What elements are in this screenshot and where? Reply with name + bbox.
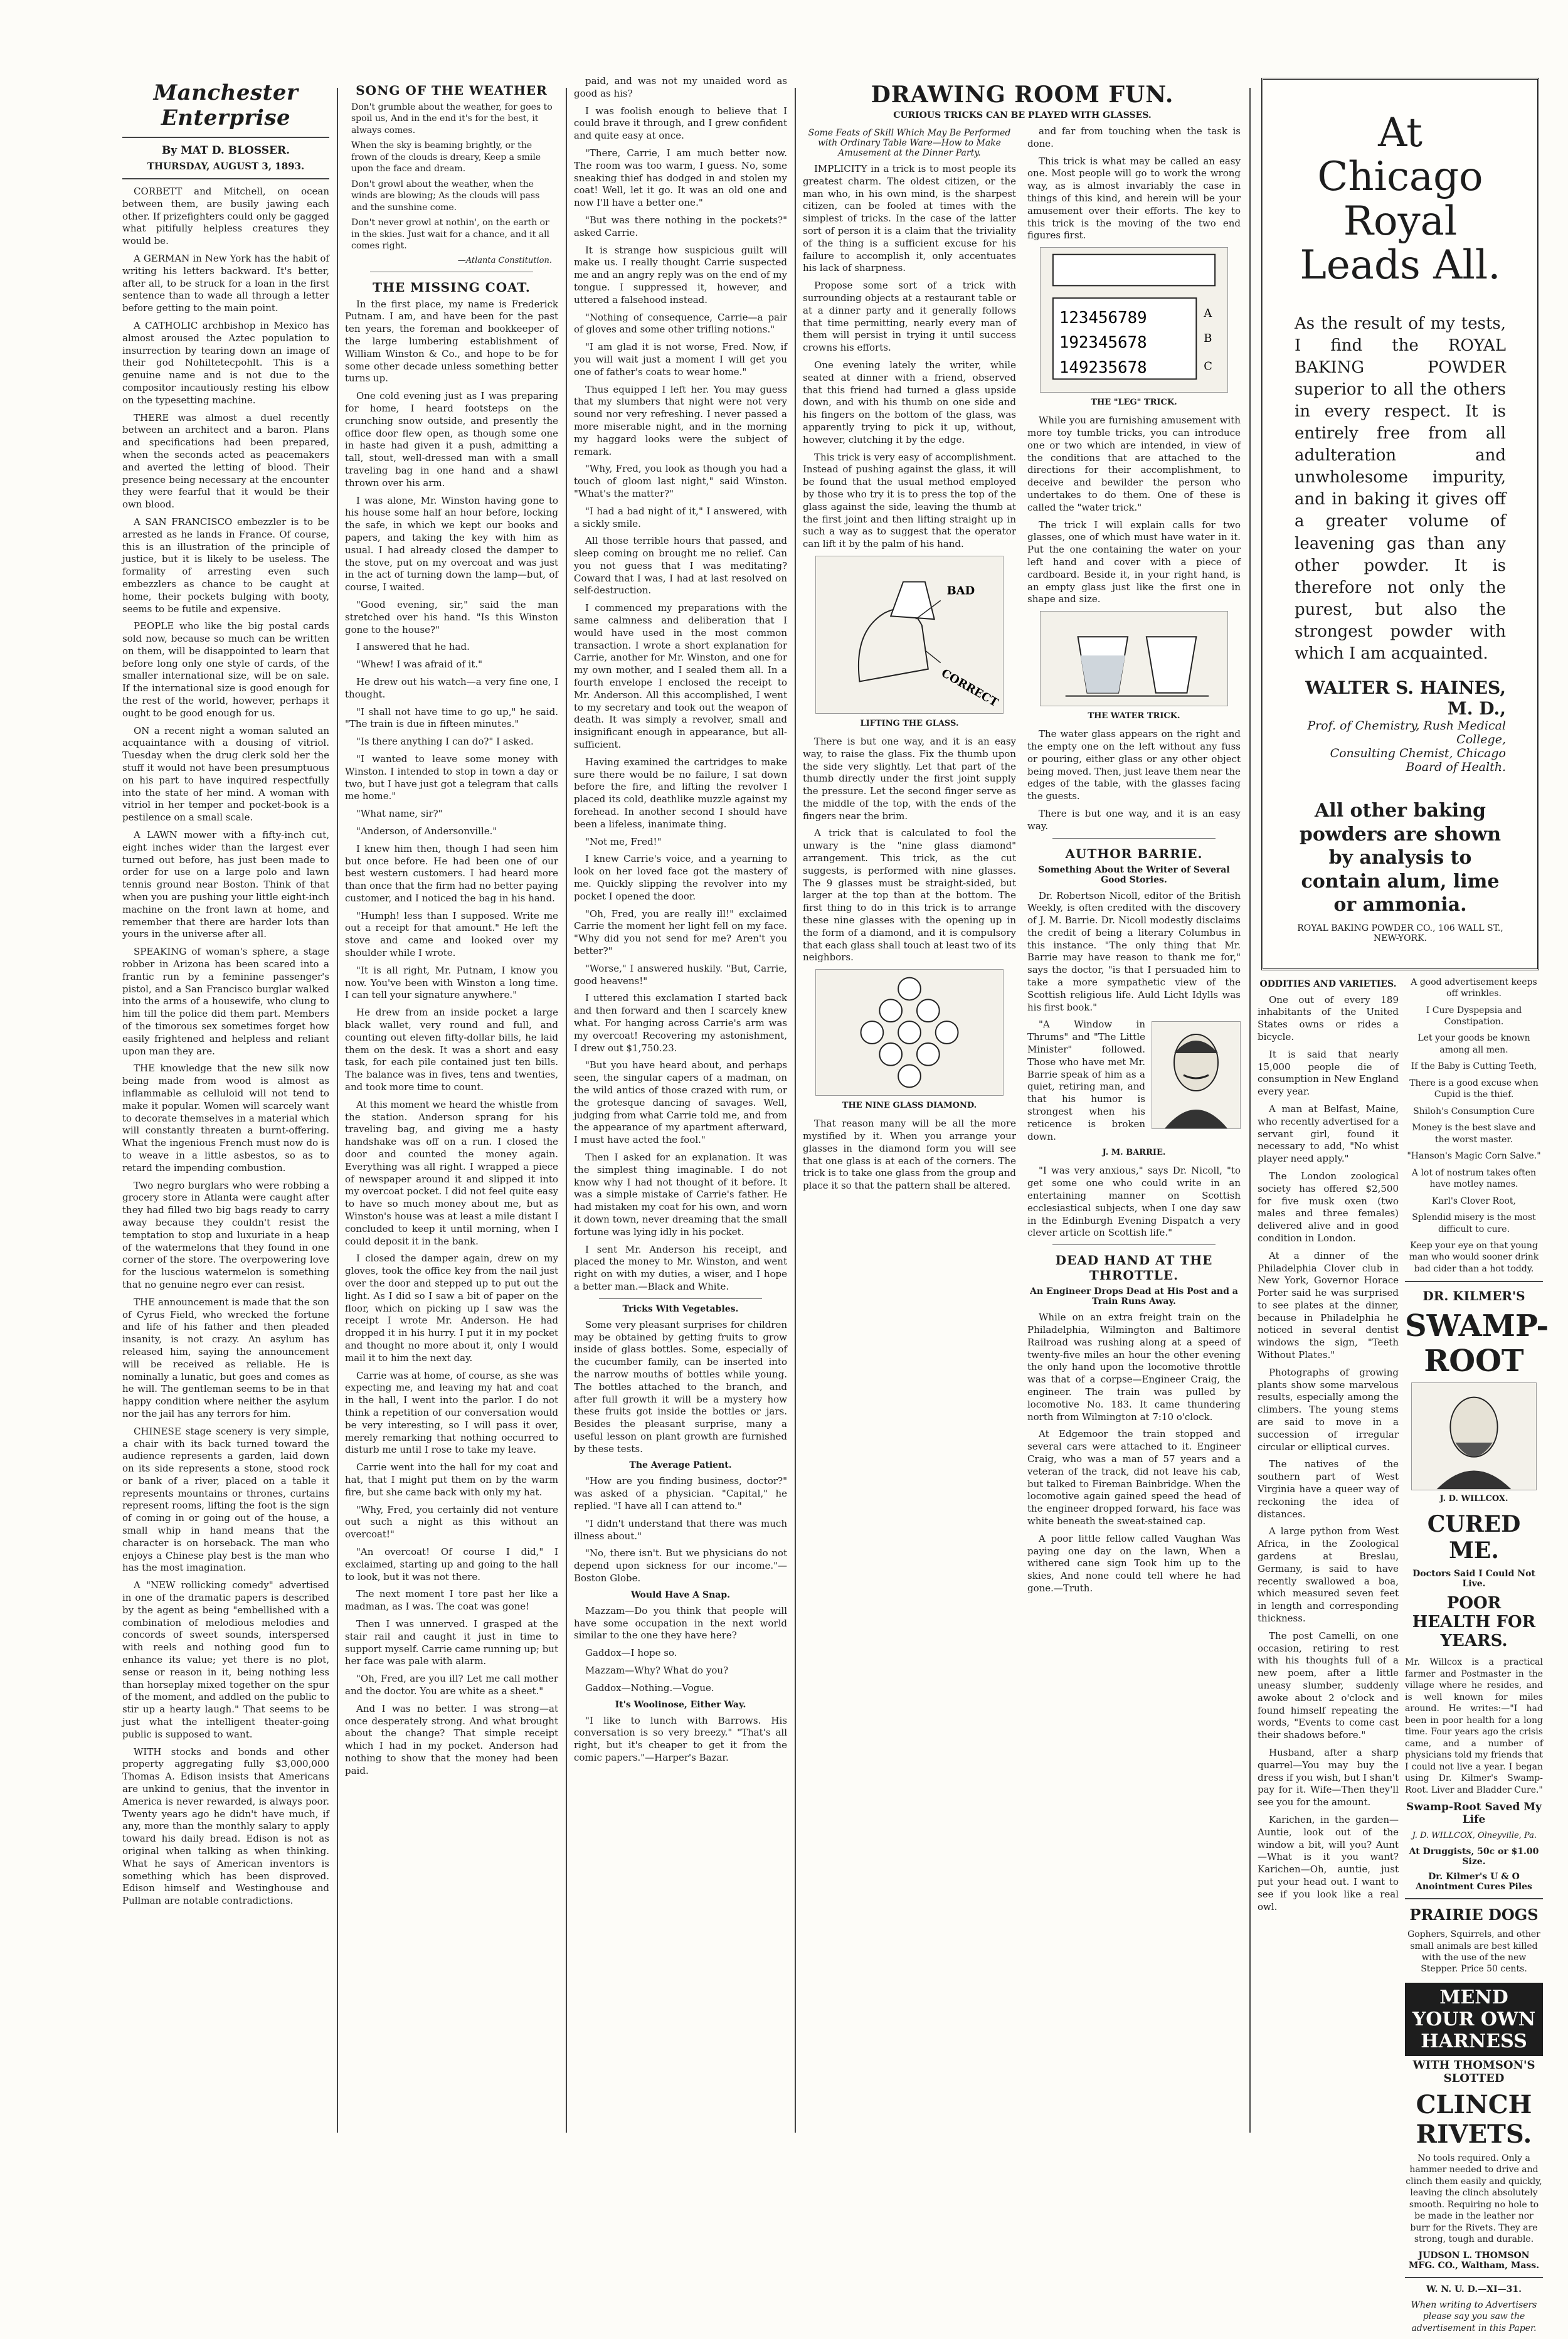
drawing-room-body — [803, 125, 1242, 1600]
cured-subheadline: Doctors Said I Could Not Live. — [1412, 1569, 1535, 1589]
oddities-column — [1258, 977, 1399, 2339]
editorial-paragraph: THE knowledge that the new silk now being made from wood is almost as inflammable as celluloid will not tend to make it popular. Women will scarcely want to decorate themselves in a material which will constantly threaten a burnt-offering. What the ingenious French must now do is to weave in a little asbestos, so as to retard the impending combustion. — [122, 1063, 329, 1174]
ad-body-text: As the result of my tests, I find the ROYAL BAKING POWDER superior to all the others in every respect. It is entirely free from all adulteration and unwholesome impurity, and in baking it gives off a greater volume of leavening gas than any other powder. It is therefore not only the purest, but also the strongest powder with which I am acquainted. — [1295, 314, 1506, 663]
story-paragraph: In the first place, my name is Frederick Putnam. I am, and have been for the past ten years, the foreman and bookkeeper of the large lumbering establishment of William Winston & Co., and hope to be for some other decade unless something better turns up. — [345, 298, 558, 385]
editorial-paragraph: Two negro burglars who were robbing a grocery store in Atlanta were caught after they had filled two big bags ready to carry away because they couldn't resist the temptation to stop and luxuriate in a heap of the watermelons that they found in one corner of the store. The overpowering love for the luscious watermelon is something that no genuine negro ever can resist. — [122, 1179, 329, 1290]
correct-label: CORRECT — [939, 666, 1000, 710]
oddity-item: Photographs of growing plants show some marvelous results, especially among the climbers. The young stems are said to move in a succession of irregular circular or elliptical curves. — [1258, 1366, 1399, 1453]
short-item: "I like to lunch with Barrows. His conversation is so very breezy." "That's all right, but it's cheaper to get it from the comic papers."—Harper's Bazar. — [574, 1714, 787, 1764]
poem-stanza: Don't grumble about the weather, for goes to spoil us, And in the end it's for the best, it always comes. — [351, 102, 553, 135]
story-paragraph: Then I asked for an explanation. It was the simplest thing imaginable. I do not know why I had not thought of it before. It was a simple mistake of Carrie's father. He had mistaken my coat for his own, and worn it down town, never dreaming that the small fortune was lying idly in his pocket. — [574, 1151, 787, 1238]
story-paragraph: It is strange how suspicious guilt will make us. I really thought Carrie suspected me and an angry reply was on the end of my tongue. I suppressed it, however, and uttered a falsehood instead. — [574, 244, 787, 305]
leg-trick-caption: THE "LEG" TRICK. — [1091, 398, 1177, 408]
lifting-glass-caption: LIFTING THE GLASS. — [860, 718, 959, 728]
oddity-item: Husband, after a sharp quarrel—You may buy the dress if you wish, but I shan't pay for it. Wife—Then they'll see you for the amount. — [1258, 1746, 1399, 1808]
story-paragraph: The next moment I tore past her like a madman, as I was. The coat was gone! — [345, 1588, 558, 1613]
story-paragraph: "Humph! less than I supposed. Write me out a receipt for that amount." He left the stove and came and looked over my shoulder while I wrote. — [345, 910, 558, 959]
willcox-portrait — [1411, 1382, 1537, 1490]
short-item-title: The Average Patient. — [629, 1460, 732, 1471]
story-paragraph: paid, and was not my unaided word as good as his? — [574, 75, 787, 99]
barrie-portrait — [1152, 1021, 1241, 1129]
story-paragraphs — [345, 299, 558, 1778]
dead-hand-deck: An Engineer Drops Dead at His Post and a Train Runs Away. — [1030, 1286, 1238, 1307]
editorial-paragraph: THERE was almost a duel recently between an architect and a baron. Plans and specifications had been prepared, when the seconds acted as peacemakers and averted the letting of blood. Their presence being necessary at the encounter they were fearful that it would be their own blood. — [122, 411, 329, 511]
nine-glass-diamond-illustration — [815, 969, 1004, 1096]
barrie-deck: Something About the Writer of Several Good Stories. — [1038, 864, 1230, 885]
story-title: THE MISSING COAT. — [373, 279, 531, 295]
ad-signature-title-1: Prof. of Chemistry, Rush Medical College, — [1307, 719, 1506, 747]
poem-source: —Atlanta Constitution. — [457, 255, 552, 265]
water-trick-caption: THE WATER TRICK. — [1088, 711, 1180, 721]
ad-headline — [1295, 111, 1506, 288]
column-rule — [566, 88, 567, 2133]
drawing-room-left — [803, 125, 1016, 1600]
article-paragraph: While you are furnishing amusement with more toy tumble tricks, you can introduce one or two which are intended, in view of the conditions that are attached to the directions for their accomplishment, to deceive and bewilder the person who undertakes to do them. One of these is called the "water trick." — [1027, 415, 1241, 513]
poem-stanza: Don't never growl at nothin', on the earth or in the skies. Just wait for a chance, and it all comes right. — [351, 218, 550, 252]
notice-item: There is a good excuse when Cupid is the thief. — [1409, 1078, 1539, 1100]
column-rule — [795, 88, 796, 2133]
editorial-paragraph: A GERMAN in New York has the habit of writing his letters backward. It's better, after all, to be struck for a loan in the first sentence than to wade all through a letter before getting to the main point. — [122, 252, 329, 314]
story-paragraph: "I wanted to leave some money with Winston. I intended to stop in town a day or two, but I have just got a telegram that calls me home." — [345, 753, 558, 802]
dead-hand-title: DEAD HAND AT THE THROTTLE. — [1055, 1253, 1213, 1283]
story-paragraph: "An overcoat! Of course I did," I exclaimed, starting up and going to the hall to look, but it was not there. — [345, 1546, 558, 1583]
story-paragraph: I knew Carrie's voice, and a yearning to look on her loved face got the mastery of me. Quickly slipping the revolver into my pocket I opened the door. — [574, 853, 787, 902]
column-advertisements — [1258, 75, 1549, 2333]
nine-glass-caption: THE NINE GLASS DIAMOND. — [842, 1101, 977, 1111]
story-paragraph: And I was no better. I was strong—at once desperately strong. And what brought about the change? That simple receipt which I had in my pocket. Anderson had nothing to show that the money had been paid. — [345, 1702, 558, 1776]
story-paragraph: He drew out his watch—a very fine one, I thought. — [345, 676, 558, 700]
column-editorials — [122, 75, 329, 2145]
ointment-line: Dr. Kilmer's U & O Anointment Cures Piles — [1416, 1872, 1532, 1892]
kilmer-signature: J. D. WILLCOX, Olneyville, Pa. — [1412, 1831, 1537, 1841]
notice-item: Money is the best slave and the worst master. — [1412, 1123, 1536, 1145]
oddity-item: The London zoological society has offered $2,500 for five musk oxen (two males and three females) delivered alive and in good condition in London. — [1258, 1170, 1399, 1244]
article-paragraph: There is but one way, and it is an easy way. — [1027, 807, 1241, 832]
oddity-item: A man at Belfast, Maine, who recently advertised for a servant girl, found it necessary to add, "No whist player need apply." — [1258, 1103, 1399, 1165]
column-drawing-room-fun — [803, 75, 1242, 2145]
clinch-rivets-headline: CLINCH RIVETS. — [1416, 2089, 1532, 2149]
editorial-paragraph: PEOPLE who like the big postal cards sold now, because so much can be written on them, will be disappointed to learn that before long only one style of cards, of the smaller international size, will be on sale. If the international size is good enough for the rest of the world, however, perhaps it ought to be good enough for us. — [122, 620, 329, 719]
lifting-glass-illustration — [815, 556, 1004, 714]
divider — [599, 1298, 762, 1299]
ad-address: ROYAL BAKING POWDER CO., 106 WALL ST., NEW-YORK. — [1297, 923, 1503, 943]
notice-item: "Hanson's Magic Corn Salve." — [1407, 1151, 1541, 1162]
editorial-paragraph: SPEAKING of woman's sphere, a stage robber in Arizona has been scared into a frantic run by a feminine passenger's pistol, and a San Francisco burglar walked into the arms of a housewife, who clung to him till the police did them part. Members of the timorous sex sometimes forget how easily frightened and helpless and reliant upon man they are. — [122, 946, 329, 1057]
masthead-rule — [122, 137, 329, 138]
kilmer-title: DR. KILMER'S — [1422, 1288, 1525, 1304]
clinch-rivets-text: No tools required. Only a hammer needed to drive and clinch them easily and quickly, leaving the clinch absolutely smooth. Requiring no hole to be made in the leather nor burr for the Rivets. They are strong, tough and durable. — [1406, 2153, 1542, 2245]
story-paragraph: "There, Carrie, I am much better now. The room was too warm, I guess. No, some sneaking thief has dodged in and stolen my coat! Well, let it go. It was an old one and now I'll have a better one." — [574, 147, 787, 209]
newspaper-page — [122, 75, 1549, 2333]
notice-item: If the Baby is Cutting Teeth, — [1411, 1061, 1537, 1072]
vegetables-title: Tricks With Vegetables. — [622, 1303, 739, 1314]
oddity-item: The post Camelli, on one occasion, retiring to rest with his thoughts full of a new poem, after a little uneasy slumber, suddenly awoke about 2 o'clock and found himself repeating the words, "Events to come cast their shadows before." — [1258, 1630, 1399, 1741]
article-paragraph: IMPLICITY in a trick is to most people its greatest charm. The oldest citizen, or the man who, in his own mind, is the sharpest citizen, can be fooled at times with the simplest of tricks. In the case of the latter sort of person it is a claim that the triviality of the thing is a sufficient excuse for his failure to accomplish it, only accentuates his lack of sharpness. — [803, 163, 1016, 274]
closing-note: When writing to Advertisers please say you saw the advertisement in this Paper. — [1411, 2299, 1537, 2333]
story-paragraph: He drew from an inside pocket a large black wallet, very round and full, and counting out eleven fifty-dollar bills, he laid them on the desk. It was a short and easy task, for each pile contained just ten bills. The balance was in fives, tens and twenties, and took more time to count. — [345, 1007, 558, 1093]
poem-stanza: Don't growl about the weather, when the winds are blowing; As the clouds will pass and the sunshine come. — [351, 179, 540, 213]
drawing-room-subheadline: CURIOUS TRICKS CAN BE PLAYED WITH GLASSES. — [893, 110, 1152, 120]
patent-medicine-column — [1405, 977, 1549, 2339]
divider — [1052, 838, 1216, 839]
story-paragraph: One cold evening just as I was preparing for home, I heard footsteps on the crunching snow outside, and presently the office door flew open, as though some one in haste had given it a push, admitting a tall, stout, well-dressed man with a small traveling bag in one hand and a shawl thrown over his arm. — [345, 390, 558, 489]
story-paragraph: "I shall not have time to go up," he said. "The train is due in fifteen minutes." — [345, 706, 558, 730]
barrie-title: AUTHOR BARRIE. — [1065, 846, 1203, 861]
cured-headline: CURED ME. — [1427, 1511, 1521, 1564]
ad-signature: WALTER S. HAINES, M. D., — [1305, 677, 1506, 719]
editorial-paragraph: A "NEW rollicking comedy" advertised in one of the dramatic papers is described by the agent as being "embellished with a combination of melodious melodies and concords of sweet sounds, interspersed with reels and nothing good fun to enhance its value; yet there is no plot, sense or reason in it, being nothing less than horseplay mixed together on the spur of the moment, and addled on the public to stir up a hearty laugh." That seems to be just what the intelligent theater-going public is supposed to want. — [122, 1579, 329, 1740]
story-paragraph: Carrie was at home, of course, as she was expecting me, and leaving my hat and coat in the hall, I went into the parlor. I do not think a repetition of our conversation would be very interesting, so I will pass it over, merely remarking that nothing occurred to disturb me until I rose to take my leave. — [345, 1369, 558, 1456]
notice-item: Keep your eye on that young man who would sooner drink bad cider than a hot toddy. — [1409, 1241, 1539, 1274]
story-paragraph: I knew him then, though I had seen him but once before. He had been one of our best western customers. I had heard more than once that the firm had no better paying customer, and I noticed the bag in his hand. — [345, 842, 558, 904]
notice-item: A lot of nostrum takes often have motley names. — [1411, 1167, 1537, 1190]
oddity-item: A large python from West Africa, in the Zoological gardens at Breslau, Germany, is said to have recently swallowed a boa, which measured seven feet in length and corresponding thickness. — [1258, 1525, 1399, 1625]
story-paragraph: Thus equipped I left her. You may guess that my slumbers that night were not very sound nor very refreshing. I never passed a more miserable night, and in the morning my haggard looks were the subject of remark. — [574, 383, 787, 457]
leg-trick-illustration — [1040, 247, 1228, 393]
ad-footer: All other baking powders are shown by analysis to contain alum, lime or ammonia. — [1299, 800, 1502, 916]
oddity-item: Karichen, in the garden—Auntie, look out of the window a bit, will you? Aunt—What is it you want? Karichen—Oh, auntie, just put your head out. I want to see if you look like a real owl. — [1258, 1813, 1399, 1912]
short-item: Gaddox—Nothing.—Vogue. — [585, 1682, 714, 1694]
mend-harness-headline: MEND YOUR OWN HARNESS — [1405, 1983, 1543, 2056]
story-paragraph: "Oh, Fred, you are really ill!" exclaimed Carrie the moment her light fell on my face. "Why did you not send for me? Aren't you better?" — [574, 908, 787, 957]
short-item: Gaddox—I hope so. — [585, 1647, 677, 1659]
swamp-root-headline: SWAMP-ROOT — [1405, 1308, 1549, 1379]
article-paragraph: This trick is very easy of accomplishment. Instead of pushing against the glass, it will be found that the usual method employed by those who try it is to press the top of the glass against the side, leaving the thumb at the first joint and then lifting straight up in such a way as to suggest that the operator can lift it by the palm of his hand. — [803, 451, 1016, 550]
barrie-paragraph: "A Window in Thrums" and "The Little Minister" followed. Those who have met Mr. Barrie speak of him as a quiet, retiring man, and that his humor is strongest when his reticence is broken down. — [1027, 1019, 1145, 1142]
water-trick-illustration — [1040, 611, 1228, 706]
editorial-paragraph: ON a recent night a woman saluted an acquaintance with a dousing of vitriol. Tuesday when the drug clerk sold her the stuff it would not have been presumptuous on his part to have inquired respectfully into the state of her mind. A woman with vitriol in her temper and pocket-book is a pestilence on a small scale. — [122, 724, 329, 824]
story-paragraph: All those terrible hours that passed, and sleep coming on brought me no relief. Can you not guess that I was meditating? Coward that I was, I had at last resolved on self-destruction. — [574, 535, 787, 597]
story-paragraph: "Good evening, sir," said the man stretched over his hand. "Is this Winston gone to the house?" — [345, 598, 558, 635]
article-paragraph: Propose some sort of a trick with surrounding objects at a restaurant table or at a dinner party and it generally follows that time permitting, nearly every man of them will persist in trying it until success crowns his efforts. — [803, 280, 1016, 354]
story-paragraph: Having examined the cartridges to make sure there would be no failure, I sat down before the fire, and lifting the revolver I placed its cold, deathlike muzzle against my forehead. In another second I should have been a lifeless, inanimate thing. — [574, 756, 787, 830]
poem-title: SONG OF THE WEATHER — [356, 83, 548, 98]
short-item: Some very pleasant surprises for children may be obtained by getting fruits to grow inside of glass bottles. Some, especially of the cucumber family, can be inserted into the narrow mouths of bottles while young. The bottles attached to the branch, and after full growth it will be a mystery how these fruits got inside the bottles or jars. Besides the pleasant surprise, many a useful lesson on plant growth are furnished by these tests. — [574, 1318, 787, 1455]
story-continued-paragraphs — [574, 75, 787, 1293]
lower-ad-area — [1258, 977, 1549, 2339]
drawing-room-deck: Some Feats of Skill Which May Be Performed with Ordinary Table Ware—How to Make Amusement at the Dinner Party. — [808, 128, 1011, 158]
notice-item: Splendid misery is the most difficult to cure. — [1412, 1212, 1536, 1234]
editorial-paragraph: A SAN FRANCISCO embezzler is to be arrested as he lands in France. Of course, this is an illustration of the principle of justice, but it is likely to be useless. The formality of arresting even such embezzlers as chance to be caught at home, their pockets bulging with booty, seems to be futile and expensive. — [122, 516, 329, 615]
article-paragraph: The trick I will explain calls for two glasses, one of which must have water in it. Put the one containing the water on your left hand and cover with a piece of cardboard. Beside it, in your right hand, is an empty glass just like the first one in shape and size. — [1027, 519, 1241, 605]
divider — [1052, 1244, 1216, 1245]
poor-health-headline: POOR HEALTH FOR YEARS. — [1412, 1594, 1536, 1651]
bad-label: BAD — [946, 584, 975, 598]
story-paragraph: I was foolish enough to believe that I could brave it through, and I grew confident and quite easy at once. — [574, 105, 787, 142]
ad-headline-line2: Royal Leads All. — [1300, 198, 1501, 289]
column-poem-story — [345, 75, 558, 2145]
oddities-title: ODDITIES AND VARIETIES. — [1259, 979, 1397, 989]
divider — [1405, 2277, 1543, 2278]
short-item: Mazzam—Do you think that people will have some occupation in the next world similar to the one they have here? — [574, 1604, 787, 1642]
barrie-paragraph: Dr. Robertson Nicoll, editor of the British Weekly, is often credited with the discovery of J. M. Barrie. Dr. Nicoll modestly disclaims the credit of being a literary Columbus in this instance. "The only thing that Mr. Barrie may have reason to thank me for," says the doctor, "is that I persuaded him to take a more sympathetic view of the Scottish religious life. Auld Licht Idylls was his first book." — [1027, 889, 1241, 1013]
story-paragraph: I commenced my preparations with the same calmness and deliberation that I would have used in the most common transaction. I wrote a short explanation for Carrie, another for Mr. Winston, and one for my own mother, and I sealed them all. In a fourth envelope I enclosed the receipt to Mr. Anderson. All this accomplished, I went to my secretary and took out the weapon of death. It was simply a revolver, small and insignificant enough in appearance, but all-sufficient. — [574, 602, 787, 751]
oddity-item: It is said that nearly 15,000 people die of consumption in New England every year. — [1258, 1048, 1399, 1098]
notice-item: Karl's Clover Root, — [1432, 1196, 1516, 1206]
oddity-item: The natives of the southern part of West Virginia have a queer way of reckoning the idea of distances. — [1258, 1458, 1399, 1520]
masthead-title: Manchester Enterprise — [153, 80, 299, 130]
story-paragraph: "But you have heard about, and perhaps seen, the singular capers of a madman, on the wild antics of those crazed with rum, or the grotesque dancing of savages. Well, judging from what Carrie told me, and from the appearance of my apartment afterward, I must have acted the fool." — [574, 1059, 787, 1146]
numbers-row-a: 123456789 — [1059, 309, 1147, 328]
article-paragraph: There is but one way, and it is an easy way, to raise the glass. Fix the thumb upon the side very slightly. Let that part of the thumb directly under the first joint supply the pressure. Let the second finger serve as the middle of the top, with the ends of the fingers near the brim. — [803, 735, 1016, 822]
portrait-caption: J. D. WILLCOX. — [1439, 1494, 1508, 1504]
story-paragraph: Then I was unnerved. I grasped at the stair rail and caught it just in time to support myself. Carrie came running up; but her face was pale with alarm. — [345, 1618, 558, 1667]
story-paragraph: "Not me, Fred!" — [585, 835, 662, 847]
story-paragraph: "Why, Fred, you look as though you had a touch of gloom last night," said Winston. "What's the matter?" — [574, 463, 787, 499]
article-paragraph: The water glass appears on the right and the empty one on the left without any fuss or pouring, either glass or any other object being moved. Then, just leave them near the edges of the table, with the glasses facing the guests. — [1027, 728, 1241, 802]
editorial-paragraph: A CATHOLIC archbishop in Mexico has almost aroused the Aztec population to insurrection by tearing down an image of their god Nohiltetecpohlt. This is a genuine name and is not due to the compositor incautiously resting his elbow on the typesetting machine. — [122, 319, 329, 406]
kilmer-body: Mr. Willcox is a practical farmer and Postmaster in the village where he resides, and is well known for miles around. He writes:—"I had been in poor health for a long time. Four years ago the crisis came, and a number of physicians told my friends that I could not live a year. I began using Dr. Kilmer's Swamp-Root. Liver and Bladder Cure." — [1405, 1657, 1543, 1795]
column-rule — [1249, 88, 1251, 2133]
oddity-item: One out of every 189 inhabitants of the United States owns or rides a bicycle. — [1258, 994, 1399, 1042]
story-paragraph: "I am glad it is not worse, Fred. Now, if you will wait just a moment I will get you one of father's coats to wear home." — [574, 341, 787, 378]
prairie-dogs-headline: PRAIRIE DOGS — [1409, 1906, 1539, 1924]
article-paragraph: One evening lately the writer, while seated at dinner with a friend, observed that this friend had turned a glass upside down, and with his thumb on one side and his fingers on the bottom of the glass, was apparently trying to pick it up, without, however, clutching it by the edge. — [803, 359, 1016, 445]
drawing-room-headline: DRAWING ROOM FUN. — [871, 82, 1174, 108]
ad-headline-line1: At Chicago — [1317, 110, 1483, 201]
editorial-paragraph: CHINESE stage scenery is very simple, a chair with its back turned toward the audience represents a garden, laid down on its side represents a stone, stood rock or bank of a river, placed on a table it represents mountains or thrones, curtains represent rooms, lifting the foot is the sign of coming in or going out of the house, a small whip in hand means that the character is on horseback. The man who enjoys a Chinese play best is the man who has the most imagination. — [122, 1425, 329, 1574]
column-rule — [337, 88, 338, 2133]
story-paragraph: I was alone, Mr. Winston having gone to his house some half an hour before, locking the safe, in which we kept our books and papers, and taking the key with him as usual. I had already closed the damper to the stove, put on my overcoat and was just in the act of turning down the lamp—but, of course, I waited. — [345, 494, 558, 593]
masthead-byline: By MAT D. BLOSSER. — [161, 144, 290, 157]
divider — [1405, 1898, 1543, 1899]
story-paragraph: "But was there nothing in the pockets?" asked Carrie. — [574, 214, 787, 238]
article-paragraph: This trick is what may be called an easy one. Most people will go to work the wrong way, as is almost invariably the case in things of this kind, and herein will be your amusement over their efforts. The key to this trick is the moving of the two end figures first. — [1027, 155, 1241, 241]
prairie-dogs-text: Gophers, Squirrels, and other small animals are best killed with the use of the new Stepper. Price 50 cents. — [1407, 1929, 1540, 1975]
story-paragraph: "Whew! I was afraid of it." — [356, 659, 483, 671]
poem-body — [345, 102, 558, 252]
divider — [1405, 1281, 1543, 1282]
short-item: "No, there isn't. But we physicians do not depend upon sickness for our income."—Boston Globe. — [574, 1547, 787, 1584]
story-paragraph: I closed the damper again, drew on my gloves, took the office key from the nail just over the door and stepped up to put out the light. As I did so I saw a bit of paper on the floor, which on picking up I saw was the receipt I wrote Mr. Anderson. He had dropped it in his hurry. I put it in my pocket and thought no more about it, only I would mail it to him the next day. — [345, 1253, 558, 1364]
row-mark-c: C — [1204, 359, 1212, 373]
saved-line: Swamp-Root Saved My Life — [1406, 1801, 1542, 1827]
story-paragraph: "Why, Fred, you certainly did not venture out such a night as this without an overcoat!" — [345, 1504, 558, 1541]
row-mark-b: B — [1204, 331, 1212, 345]
story-paragraph: I answered that he had. — [356, 641, 470, 653]
story-paragraph: "It is all right, Mr. Putnam, I know you now. You've been with Winston a long time. I can tell your signature anywhere." — [345, 964, 558, 1001]
drawing-room-right — [1027, 125, 1241, 1600]
poem-stanza: When the sky is beaming brightly, or the frown of the clouds is dreary, Keep a smile upon the face and dream. — [351, 141, 541, 174]
notice-item: I Cure Dyspepsia and Constipation. — [1426, 1005, 1522, 1027]
article-paragraph: A trick that is calculated to fool the unwary is the "nine glass diamond" arrangement. This trick, as the cut suggests, is performed with nine glasses. The 9 glasses must be straight-sided, but larger at the top than at the bottom. The first thing to do in this trick is to arrange these nine glasses with the opening up in the form of a diamond, and it is compulsory that each glass shall touch at least two of its neighbors. — [803, 827, 1016, 963]
article-paragraph: and far from touching when the task is done. — [1027, 125, 1241, 149]
barrie-paragraph: "I was very anxious," says Dr. Nicoll, "to get some one who could write in an entertaining manner on Scottish ecclesiastical subjects, when I one day saw in the Edinburgh Evening Dispatch a very clever article on Scottish life." — [1027, 1165, 1241, 1239]
story-paragraph: "Anderson, of Andersonville." — [356, 825, 497, 837]
short-item: Mazzam—Why? What do you? — [585, 1665, 729, 1677]
notice-item: Shiloh's Consumption Cure — [1413, 1106, 1535, 1116]
editorial-paragraph: WITH stocks and bonds and other property aggregating fully $3,000,000 Thomas A. Edison insists that Americans are unkind to genius, that the inventor in America is never rewarded, is always poor. Twenty years ago he didn't have much, if any, more than the monthly salary to apply toward his daily bread. Edison is not as original when talking as when thinking. What he says of American inventors is something which has been disproved. Edison himself and Westinghouse and Pullman are notable contradictions. — [122, 1746, 329, 1907]
notice-item: A good advertisement keeps off wrinkles. — [1411, 977, 1537, 999]
editorial-paragraph: CORBETT and Mitchell, on ocean between them, are busily jawing each other. If prizefighters could only be gagged what pitifully helpless creatures they would be. — [122, 186, 329, 247]
short-item-title: It's Woolinose, Either Way. — [615, 1699, 746, 1710]
dead-hand-paragraph: At Edgemoor the train stopped and several cars were attached to it. Engineer Craig, who was a man of 57 years and a veteran of the track, did not leave his cab, but talked to Fireman Bainbridge. When the locomotive again gained speed the head of the engineer dropped forward, his face was white beneath the sweat-stained cap. — [1027, 1428, 1241, 1527]
story-paragraph: "Nothing of consequence, Carrie—a pair of gloves and some other trifling notions." — [574, 311, 787, 336]
masthead-rule-bottom — [122, 178, 329, 179]
barrie-caption: J. M. BARRIE. — [1102, 1148, 1166, 1158]
row-mark-a: A — [1204, 307, 1212, 321]
story-paragraph: "Worse," I answered huskily. "But, Carrie, good heavens!" — [574, 962, 787, 987]
oddity-item: At a dinner of the Philadelphia Clover club in New York, Governor Horace Porter said he was surprised to see plates at the dinner, because in Philadelphia he noticed in several dentist windows the sign, "Teeth Without Plates." — [1258, 1249, 1399, 1361]
story-paragraph: I uttered this exclamation I started back and then forward and then I scarcely knew what. For hanging across Carrie's arm was my overcoat! Recovering my astonishment, I drew out $1,750.23. — [574, 992, 787, 1054]
vegetables-paragraphs — [574, 1319, 787, 1764]
wnu-line: W. N. U. D.—XI—31. — [1426, 2284, 1522, 2294]
numbers-row-b: 192345678 — [1059, 333, 1147, 353]
ad-signature-title-2: Consulting Chemist, Chicago Board of Health. — [1330, 746, 1506, 775]
royal-baking-powder-ad — [1261, 78, 1539, 970]
dead-hand-paragraph: A poor little fellow called Vaughan Was paying one day on the lawn, When a withered cane sign Took him up to the skies, And none could tell where he had gone.—Truth. — [1027, 1532, 1241, 1594]
story-paragraph: "I had a bad night of it," I answered, with a sickly smile. — [574, 505, 787, 529]
editorial-paragraphs — [122, 186, 329, 1907]
druggists-line: At Druggists, 50c or $1.00 Size. — [1409, 1847, 1539, 1867]
maker-line: JUDSON L. THOMSON MFG. CO., Waltham, Mass. — [1408, 2250, 1540, 2271]
story-paragraph: "What name, sir?" — [356, 808, 443, 820]
story-paragraph: Carrie went into the hall for my coat and hat, that I might put them on by the warm fire, but she came back with only my hat. — [345, 1461, 558, 1498]
article-paragraph: That reason many will be all the more mystified by it. When you arrange your glasses in the diamond form you will see that one glass is at each of the corners. The trick is to take one glass from the group and place it so that the pattern shall be altered. — [803, 1118, 1016, 1192]
story-paragraph: I sent Mr. Anderson his receipt, and placed the money to Mr. Winston, and went right on with my duties, a wiser, and I hope a better man.—Black and White. — [574, 1243, 787, 1292]
short-item: "How are you finding business, doctor?" was asked of a physician. "Capital," he replied. "I have all I can attend to." — [574, 1475, 787, 1512]
notice-item: Let your goods be known among all men. — [1417, 1033, 1530, 1055]
thomsons-line: WITH THOMSON'S SLOTTED — [1412, 2058, 1535, 2085]
ad-body — [1295, 313, 1506, 666]
editorial-paragraph: THE announcement is made that the son of Cyrus Field, who wrecked the fortune and life of his father and then pleaded insanity, is not crazy. An asylum has released him, saying the announcement will be received as reliable. He is nominally a lunatic, but goes and comes as he will. The gentleman seems to be in that happy condition where neither the asylum nor the jail has any terrors for him. — [122, 1296, 329, 1419]
numbers-row-c: 149235678 — [1059, 358, 1147, 378]
short-item: "I didn't understand that there was much illness about." — [574, 1517, 787, 1542]
story-paragraph: At this moment we heard the whistle from the station. Anderson sprang for his traveling bag, and giving me a hasty handshake was off on a run. I closed the door and counted the money again. Everything was all right. I wrapped a piece of newspaper around it and slipped it into my overcoat pocket. I did not feel quite easy to have so much money about me, but as Winston's house was at least a mile distant I concluded to keep it until morning, when I could deposit it in the bank. — [345, 1098, 558, 1247]
editorial-paragraph: A LAWN mower with a fifty-inch cut, eight inches wider than the largest ever turned out before, has just been made to order for use on a large polo and lawn tennis ground near Boston. Think of that when you are pushing your little eight-inch machine on the front lawn at home, and remember that there are harder lots than yours in the universe after all. — [122, 829, 329, 940]
column-story-continued — [574, 75, 787, 2145]
masthead-dateline: THURSDAY, AUGUST 3, 1893. — [147, 161, 305, 172]
story-paragraph: "Oh, Fred, are you ill? Let me call mother and the doctor. You are white as a sheet." — [345, 1673, 558, 1697]
short-item-title: Would Have A Snap. — [630, 1589, 731, 1600]
dead-hand-paragraph: While on an extra freight train on the Philadelphia, Wilmington and Baltimore Railroad was rushing along at a speed of twenty-five miles an hour the other evening the only hand upon the locomotive throttle was that of a corpse—Engineer Craig, the engineer. The train was pulled by locomotive No. 183. It came thundering north from Wilmington at 7:10 o'clock. — [1027, 1312, 1241, 1423]
story-paragraph: "Is there anything I can do?" I asked. — [356, 736, 534, 748]
